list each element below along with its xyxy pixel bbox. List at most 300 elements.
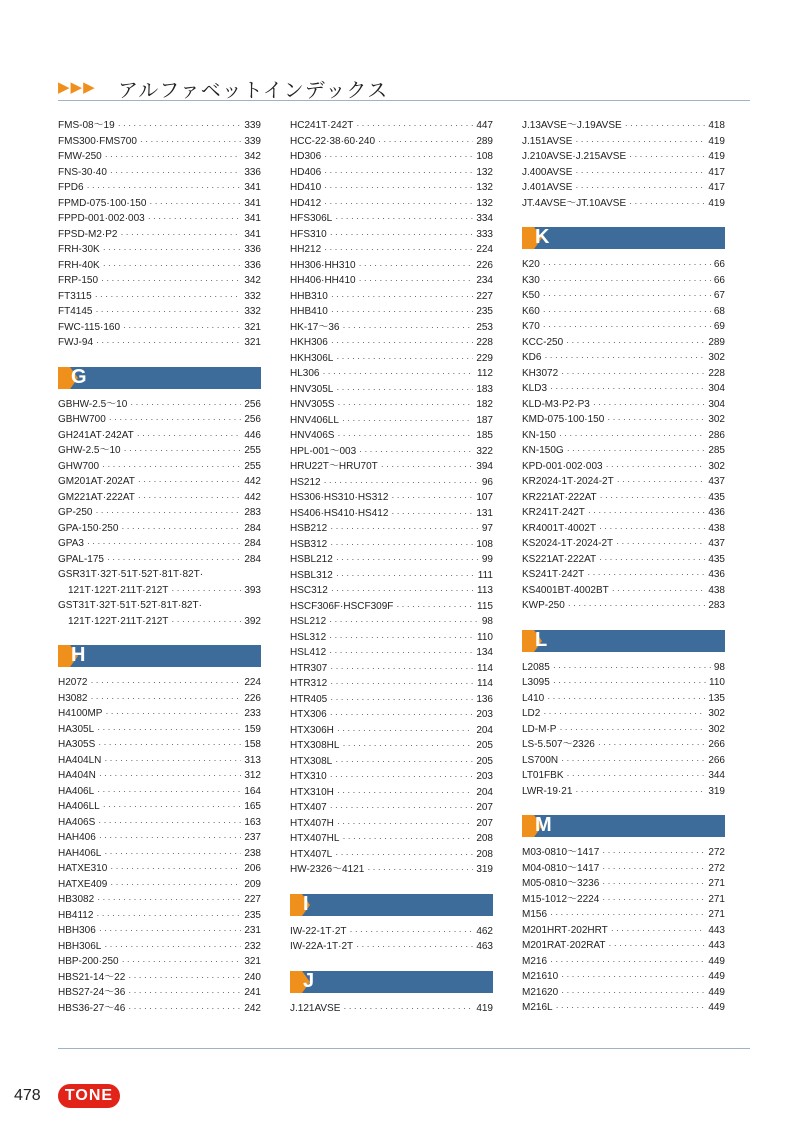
entry-model: K30	[522, 274, 540, 286]
entry-page: 289	[476, 135, 493, 147]
index-entry	[522, 753, 725, 769]
entry-model: HL306	[290, 368, 320, 379]
entry-model: KN-150	[522, 429, 556, 441]
index-entry	[58, 583, 261, 599]
entry-page: 443	[708, 940, 725, 951]
entry-model: HA404N	[58, 770, 96, 781]
entry-model: FWJ-94	[58, 337, 93, 348]
entry-page: 187	[476, 414, 493, 426]
entry-model: GBHW700	[58, 414, 106, 425]
entry-page: 436	[708, 569, 725, 580]
entry-model: KS221AT·222AT	[522, 553, 597, 565]
entry-page: 271	[708, 909, 725, 920]
entry-page: 131	[476, 507, 493, 519]
index-entry	[290, 444, 493, 460]
section-marker-icon	[522, 630, 534, 652]
entry-page: 207	[476, 817, 493, 829]
leader-dots	[359, 258, 474, 274]
entry-model: HTX407HL	[290, 833, 340, 844]
leader-dots	[324, 242, 473, 258]
entry-page: 98	[713, 661, 725, 673]
index-entry	[290, 211, 493, 227]
entry-model: KN-150G	[522, 445, 564, 456]
leader-dots	[559, 428, 705, 444]
entry-model: HS406·HS410·HS412	[290, 507, 389, 519]
entry-page: 69	[713, 321, 725, 332]
entry-model: KS241T·242T	[522, 569, 585, 580]
leader-dots	[329, 614, 479, 630]
entry-page: 238	[244, 847, 261, 859]
index-entry	[58, 521, 261, 537]
leader-dots	[330, 676, 474, 692]
leader-dots	[335, 847, 473, 863]
leader-dots	[391, 506, 473, 522]
leader-dots	[95, 505, 241, 521]
leader-dots	[96, 335, 241, 351]
leader-dots	[543, 288, 711, 304]
leader-dots	[330, 800, 474, 816]
entry-page: 205	[476, 740, 493, 751]
entry-page: 341	[244, 213, 261, 224]
entry-page: 336	[244, 166, 261, 178]
entry-model: KCC-250	[522, 336, 564, 348]
entry-page: 235	[244, 909, 261, 921]
section-header-l	[522, 630, 725, 652]
leader-dots	[575, 784, 705, 800]
entry-page: 66	[713, 274, 725, 286]
index-entry	[522, 505, 725, 521]
entry-page: 135	[708, 692, 725, 704]
index-entry	[58, 830, 261, 846]
index-entry	[58, 799, 261, 815]
entry-page: 333	[476, 228, 493, 240]
entry-page: 132	[476, 197, 493, 209]
entry-model: H4100MP	[58, 708, 103, 719]
entry-model: FRP-150	[58, 275, 99, 286]
leader-dots	[599, 552, 705, 568]
leader-dots	[575, 165, 705, 181]
leader-dots	[543, 257, 711, 273]
entry-page: 447	[476, 120, 493, 131]
index-entry	[58, 970, 261, 986]
entry-page: 435	[708, 491, 725, 503]
index-entry	[58, 397, 261, 413]
entry-page: 446	[244, 429, 261, 441]
section-header-h	[58, 645, 261, 667]
entry-page: 68	[713, 305, 725, 317]
leader-dots	[336, 568, 475, 584]
index-column-3	[522, 118, 725, 1016]
entry-page: 115	[477, 600, 493, 612]
entry-page: 136	[476, 693, 493, 705]
entry-model: M03-0810～1417	[522, 847, 600, 858]
entry-page: 336	[244, 259, 261, 271]
entry-page: 204	[476, 724, 493, 736]
entry-page: 114	[477, 678, 493, 689]
section-marker-icon	[522, 815, 534, 837]
entry-page: 224	[244, 677, 261, 688]
index-entry	[290, 661, 493, 677]
leader-dots	[607, 412, 705, 428]
index-entry	[58, 552, 261, 568]
index-entry	[522, 923, 725, 939]
entry-page: 256	[244, 398, 261, 410]
entry-page: 302	[708, 414, 725, 425]
entry-page: 206	[244, 863, 261, 874]
entry-model: LWR-19·21	[522, 785, 573, 797]
entry-page: 183	[476, 383, 493, 395]
entry-page: 284	[244, 538, 261, 549]
index-entry	[522, 845, 725, 861]
index-entry	[290, 413, 493, 429]
entry-page: 342	[244, 151, 261, 162]
leader-dots	[137, 428, 242, 444]
index-entry	[58, 675, 261, 691]
leader-dots	[342, 413, 473, 429]
entry-model: HTX310	[290, 771, 327, 782]
index-entry	[58, 706, 261, 722]
leader-dots	[107, 552, 241, 568]
leader-dots	[342, 738, 473, 754]
index-column-2	[290, 118, 493, 1016]
entry-page: 449	[708, 1002, 725, 1013]
entry-page: 339	[244, 135, 261, 147]
leader-dots	[98, 737, 241, 753]
index-entry	[290, 490, 493, 506]
entry-model: HBS27-24～36	[58, 987, 126, 998]
entry-page: 419	[708, 151, 725, 162]
entry-page: 341	[244, 228, 261, 240]
index-entry	[58, 505, 261, 521]
entry-model: HB4112	[58, 909, 94, 921]
entry-page: 436	[708, 507, 725, 518]
index-entry	[522, 459, 725, 475]
index-entry	[290, 258, 493, 274]
entry-page: 394	[476, 461, 493, 472]
entry-model: HSL212	[290, 616, 327, 627]
index-entry	[522, 784, 725, 800]
entry-model: IW-22-1T·2T	[290, 925, 347, 937]
entry-model: FT3115	[58, 290, 92, 302]
index-entry	[290, 304, 493, 320]
section-letter: J	[303, 969, 315, 992]
leader-dots	[90, 675, 241, 691]
leader-dots	[588, 505, 706, 521]
entry-model: M15-1012～2224	[522, 893, 600, 905]
leader-dots	[87, 536, 241, 552]
entry-model: HS212	[290, 476, 321, 488]
index-header	[58, 72, 750, 101]
leader-dots	[148, 211, 242, 227]
entry-model: GP-250	[58, 507, 93, 518]
section-header-m	[522, 815, 725, 837]
entry-model: 121T·122T·211T·212T	[68, 584, 169, 596]
entry-model: FNS-30·40	[58, 166, 107, 178]
leader-dots	[329, 630, 474, 646]
entry-model: KMD-075·100·150	[522, 414, 605, 425]
leader-dots	[391, 490, 473, 506]
leader-dots	[543, 304, 711, 320]
entry-page: 132	[476, 166, 493, 178]
entry-page: 419	[708, 197, 725, 209]
index-entry	[58, 722, 261, 738]
index-entry	[290, 862, 493, 878]
entry-page: 185	[476, 430, 493, 441]
entry-model: HNV406LL	[290, 414, 339, 426]
leader-dots	[381, 459, 474, 475]
entry-model: HA305L	[58, 723, 95, 735]
index-entry	[58, 768, 261, 784]
section-letter: M	[535, 814, 552, 836]
index-entry	[522, 598, 725, 614]
leader-dots	[337, 785, 473, 801]
entry-model: LD-M·P	[522, 723, 557, 735]
section-marker-icon	[522, 227, 534, 249]
leader-dots	[128, 970, 241, 986]
entry-page: 232	[244, 940, 261, 952]
index-entry	[58, 412, 261, 428]
index-entry	[290, 273, 493, 289]
index-entry	[522, 443, 725, 459]
leader-dots	[553, 660, 711, 676]
leader-dots	[324, 149, 473, 165]
entry-page: 208	[476, 833, 493, 844]
entry-model: HFS306L	[290, 213, 333, 224]
entry-page: 417	[708, 166, 725, 178]
index-entry	[522, 985, 725, 1001]
leader-dots	[171, 583, 241, 599]
section-letter: L	[535, 628, 548, 651]
leader-dots	[104, 846, 241, 862]
entry-model: HSB212	[290, 523, 328, 534]
index-entry	[522, 567, 725, 583]
index-entry	[522, 474, 725, 490]
entry-page: 240	[244, 971, 261, 983]
index-entry	[58, 892, 261, 908]
section-header-i	[290, 894, 493, 916]
leader-dots	[587, 567, 705, 583]
entry-page: 112	[477, 368, 493, 379]
leader-dots	[342, 320, 473, 336]
entry-page: 207	[476, 802, 493, 813]
footer-divider	[58, 1048, 750, 1049]
entry-model: HFS310	[290, 228, 327, 240]
leader-dots	[602, 892, 705, 908]
entry-page: 284	[244, 522, 261, 534]
leader-dots	[600, 490, 706, 506]
entry-model: L410	[522, 692, 545, 704]
entry-page: 266	[708, 754, 725, 766]
entry-model: FPPD-001·002·003	[58, 213, 145, 224]
leader-dots	[122, 954, 242, 970]
entry-model: KLD3	[522, 383, 548, 394]
index-entry	[522, 954, 725, 970]
entry-page: 341	[244, 197, 261, 209]
leader-dots	[109, 412, 242, 428]
entry-page: 67	[713, 290, 725, 301]
index-entry	[522, 381, 725, 397]
leader-dots	[616, 536, 705, 552]
entry-page: 341	[244, 182, 261, 193]
entry-page: 158	[244, 739, 261, 750]
index-entry	[522, 536, 725, 552]
index-entry	[290, 599, 493, 615]
leader-dots	[330, 537, 473, 553]
index-entry	[290, 769, 493, 785]
leader-dots	[556, 1000, 706, 1016]
entry-model: HTR307	[290, 662, 328, 674]
entry-model: KD6	[522, 352, 542, 363]
leader-dots	[123, 320, 241, 336]
index-entry	[290, 723, 493, 739]
index-entry	[522, 521, 725, 537]
index-entry	[58, 242, 261, 258]
entry-model: KR221AT·222AT	[522, 491, 597, 503]
entry-page: 319	[708, 785, 725, 797]
entry-page: 283	[244, 507, 261, 518]
index-entry	[58, 273, 261, 289]
entry-page: 227	[244, 894, 261, 905]
index-entry	[290, 149, 493, 165]
entry-page: 449	[708, 971, 725, 982]
entry-model: GH241AT·242AT	[58, 429, 134, 441]
section-header-k	[522, 227, 725, 249]
entry-model: JT.4AVSE～JT.10AVSE	[522, 197, 627, 209]
entry-model: M04-0810～1417	[522, 862, 600, 874]
index-entry	[290, 645, 493, 661]
entry-model: KWP-250	[522, 600, 565, 611]
entry-page: 321	[244, 956, 261, 967]
entry-page: 437	[708, 476, 725, 487]
entry-model: HKH306	[290, 337, 328, 348]
section-marker-icon	[58, 367, 70, 389]
leader-dots	[337, 397, 473, 413]
index-entry	[290, 227, 493, 243]
index-entry	[58, 304, 261, 320]
index-entry	[58, 118, 261, 134]
entry-model: HK-17～36	[290, 321, 340, 333]
leader-dots	[559, 722, 705, 738]
leader-dots	[567, 768, 706, 784]
entry-model: HNV305L	[290, 383, 334, 395]
leader-dots	[378, 134, 473, 150]
leader-dots	[99, 830, 242, 846]
entry-model: J.13AVSE～J.19AVSE	[522, 120, 622, 131]
entry-page: 302	[708, 352, 725, 363]
entry-model: KS2024-1T·2024-2T	[522, 538, 614, 549]
leader-dots	[330, 661, 474, 677]
index-entry	[58, 180, 261, 196]
entry-model: H3082	[58, 692, 88, 704]
index-entry	[58, 428, 261, 444]
index-entry	[522, 304, 725, 320]
index-entry	[58, 165, 261, 181]
entry-model: HB3082	[58, 894, 95, 905]
entry-page: 419	[476, 1002, 493, 1014]
index-entry	[58, 211, 261, 227]
leader-dots	[101, 273, 241, 289]
entry-page: 443	[708, 924, 725, 936]
entry-model: HA406S	[58, 816, 96, 828]
leader-dots	[324, 165, 473, 181]
entry-page: 271	[708, 893, 725, 905]
entry-model: K70	[522, 321, 540, 332]
index-entry	[58, 908, 261, 924]
entry-page: 393	[244, 584, 261, 596]
entry-page: 97	[481, 523, 493, 534]
entry-model: HD306	[290, 151, 322, 162]
leader-dots	[99, 923, 242, 939]
leader-dots	[118, 118, 242, 134]
leader-dots	[337, 428, 473, 444]
section-marker-icon	[290, 894, 302, 916]
leader-dots	[330, 692, 473, 708]
index-entry	[522, 257, 725, 273]
index-entry	[58, 861, 261, 877]
leader-dots	[356, 118, 473, 134]
entry-model: HTX306	[290, 709, 327, 720]
index-entry	[58, 923, 261, 939]
leader-dots	[124, 443, 242, 459]
index-entry	[522, 428, 725, 444]
entry-page: 111	[477, 569, 493, 581]
entry-model: HTX308L	[290, 755, 333, 767]
entry-page: 272	[708, 847, 725, 858]
leader-dots	[568, 598, 706, 614]
index-entry	[58, 614, 261, 630]
entry-model: K50	[522, 290, 540, 301]
entry-model: HTR312	[290, 678, 328, 689]
entry-model: HRU22T～HRU70T	[290, 461, 378, 472]
leader-dots	[342, 831, 473, 847]
leader-dots	[553, 675, 706, 691]
entry-page: 284	[244, 553, 261, 565]
index-entry	[290, 289, 493, 305]
index-entry	[522, 969, 725, 985]
index-entry	[290, 738, 493, 754]
index-entry	[290, 521, 493, 537]
index-entry	[290, 242, 493, 258]
leader-dots	[561, 985, 705, 1001]
index-entry	[290, 630, 493, 646]
index-entry	[522, 706, 725, 722]
entry-page: 229	[476, 352, 493, 364]
entry-model: GM201AT·202AT	[58, 476, 135, 487]
index-entry	[290, 676, 493, 692]
index-entry	[290, 583, 493, 599]
entry-page: 228	[476, 337, 493, 348]
leader-dots	[336, 552, 479, 568]
entry-model: HTX407H	[290, 817, 334, 829]
entry-model: HPL-001～003	[290, 445, 357, 457]
entry-model: GHW-2.5～10	[58, 445, 121, 456]
entry-model: HBP-200·250	[58, 956, 119, 967]
leader-dots	[330, 227, 474, 243]
index-entry	[290, 754, 493, 770]
entry-page: 283	[708, 600, 725, 611]
leader-dots	[130, 397, 241, 413]
index-entry	[522, 134, 725, 150]
index-column-1	[58, 118, 261, 1016]
entry-page: 205	[476, 755, 493, 767]
entry-page: 255	[244, 460, 261, 472]
entry-page: 208	[476, 848, 493, 860]
entry-page: 159	[244, 723, 261, 735]
entry-model: GST31T·32T·51T·52T·81T·82T·	[58, 600, 202, 611]
leader-dots	[138, 490, 241, 506]
index-entry	[290, 831, 493, 847]
entry-page: 108	[476, 151, 493, 162]
